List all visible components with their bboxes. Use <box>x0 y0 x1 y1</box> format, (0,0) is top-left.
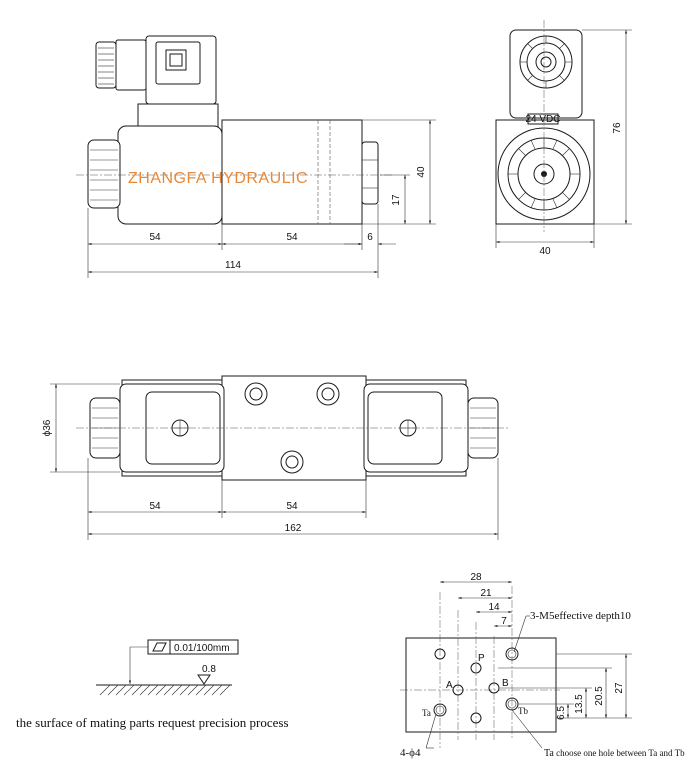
top-dim-diameter: ϕ36 <box>42 419 53 437</box>
top-dim-body: 54 <box>286 501 298 512</box>
mount-dim-14: 14 <box>488 602 500 613</box>
top-view <box>42 376 510 540</box>
flatness-icon <box>153 643 166 651</box>
roughness-icon <box>198 675 210 684</box>
coil-end-nut <box>88 140 120 208</box>
port-a: A <box>446 680 453 691</box>
side-dim-nut: 6 <box>367 232 373 243</box>
side-dim-body: 54 <box>286 232 298 243</box>
side-dim-total: 114 <box>225 260 241 271</box>
mount-dim-20-5: 20.5 <box>594 686 605 706</box>
end-dim-width: 40 <box>539 246 551 257</box>
top-dim-coil: 54 <box>149 501 161 512</box>
surface-note: the surface of mating parts request precision process <box>16 715 289 730</box>
side-dim-height: 40 <box>416 166 427 178</box>
mount-dim-7: 7 <box>501 616 507 627</box>
end-view <box>496 20 632 257</box>
top-dim-total: 162 <box>284 523 302 534</box>
side-view <box>76 36 436 278</box>
roughness-value: 0.8 <box>202 664 216 675</box>
mount-dim-6-5: 6.5 <box>556 706 567 720</box>
voltage-label: 24 VDC <box>525 114 561 125</box>
surface-finish <box>16 640 289 730</box>
port-tb: Tb <box>518 706 528 716</box>
mounting-pattern <box>400 572 685 759</box>
mount-dim-13-5: 13.5 <box>574 694 585 714</box>
thread-note: 3-M5effective depth10 <box>530 610 631 622</box>
side-dim-axis: 17 <box>391 194 402 206</box>
mount-dim-21: 21 <box>480 588 492 599</box>
flatness-value: 0.01/100mm <box>174 643 230 654</box>
port-ta: Ta <box>422 708 431 718</box>
side-dim-coil: 54 <box>149 232 161 243</box>
holes-label: 4-ϕ4 <box>400 747 421 759</box>
tank-note <box>544 748 685 759</box>
hex-nut <box>362 142 378 204</box>
tank-note-prefix: Ta <box>544 748 554 759</box>
tank-note-text: choose one hole between Ta and Tb <box>553 748 685 758</box>
port-b: B <box>502 678 509 689</box>
mount-dim-28: 28 <box>470 572 482 583</box>
end-dim-height: 76 <box>612 122 623 134</box>
port-p: P <box>478 653 485 664</box>
watermark: ZHANGFA HYDRAULIC <box>128 170 309 187</box>
mount-dim-27: 27 <box>614 682 625 694</box>
